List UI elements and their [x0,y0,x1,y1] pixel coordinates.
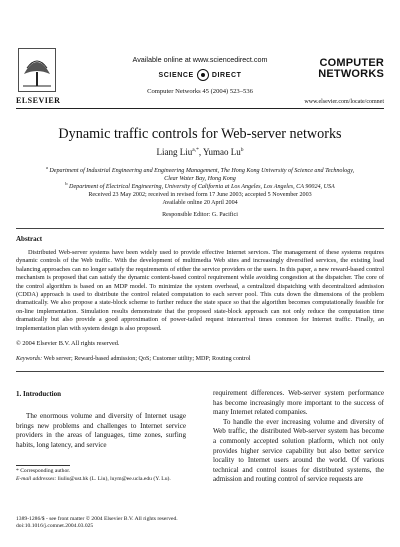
article-title: Dynamic traffic controls for Web-server networks [58,126,342,142]
keywords-line [16,356,384,362]
available-online-line: Available online at www.sciencedirect.com [132,55,268,64]
abstract-heading: Abstract [16,235,43,243]
brand-line-2: NETWORKS [318,67,384,80]
abstract-top-rule [16,228,384,229]
journal-brand [298,58,384,79]
sciencedirect-logo [150,68,250,82]
intro-left-column: The enormous volume and diversity of Internet usage brings new problems and challenges to Internet service providers in the areas of languages, time zones, surfing habits, long latency, and service [16,412,186,449]
affiliation-a-text: Department of Industrial Engineering and Engineering Management, The Hong Kong University of Science and Technology, Clear Water Bay, Hong Kong [47,168,355,183]
responsible-editor: Responsible Editor: G. Pacifici [162,212,238,218]
sciencedirect-mark-icon [197,69,209,81]
body-top-rule [16,371,384,372]
affiliation-b [40,180,360,191]
author-line [0,147,400,157]
brand-line-1: COMPUTER [319,57,384,69]
abstract-copyright: © 2004 Elsevier B.V. All rights reserved. [16,340,120,347]
author-1-marks: a,* [192,147,199,153]
intro-right-column [213,389,384,485]
issn-line: 1389-1286/$ - see front matter © 2004 Elsevier B.V. All rights reserved. [16,516,178,522]
affiliation-b-mark: b [65,181,68,186]
author-2: Yumao Lu [203,147,241,157]
author-separator: , [198,147,203,157]
journal-url[interactable]: www.elsevier.com/locate/comnet [304,99,384,105]
keywords-label: Keywords: [16,356,43,362]
email-label: E-mail addresses: [16,476,57,482]
available-online-date: Available online 20 April 2004 [162,200,238,206]
email-footnote [16,476,196,483]
sciencedirect-left: SCIENCE [158,71,194,79]
affiliation-b-text: Department of Electrical Engineering, University of California at Los Angeles, Los Angeles, CA 90024, USA [67,184,335,191]
affiliation-a-mark: a [45,165,48,170]
email-addresses[interactable]: liuliu@ust.hk (L. Liu), luym@ee.ucla.edu (Y. Lu). [56,476,171,482]
publisher-wordmark: ELSEVIER [16,96,61,105]
dates-block [0,191,400,207]
abstract-body: Distributed Web-server systems have been widely used to provide effective Internet services. The management of these systems requires dynamic controls of the Web traffic. With the development of multimedia Web sites and increasingly diversified services, the existing load balancing approaches can no longer satisfy the requirements of either the service providers or the users. In this paper, a new reward-based control mechanism is proposed that can satisfy the dynamic content-based control requirement while avoiding congestion at the dispatcher. The core of the control algorithm is based on an MDP model. To minimize the system overhead, a centralized dispatching with decentralized admission (CDDA) approach is used to distribute the control related computation to each server pool. This cuts down the dimensions of the problem dramatically. We also propose a state-block scheme to further reduce the state space so that the algorithm becomes computationally feasible for on-line implementation. Simulation results demonstrate that the proposed state-block approach can not only reduce the computation time dramatically but also provide a good approximation of power-tailed request interarrival times common for Internet traffic. Finally, an implementation plan with system design is also proposed. [16,249,384,332]
doi-line[interactable]: doi:10.1016/j.comnet.2004.03.025 [16,523,94,529]
author-1: Liang Liu [156,147,193,157]
sciencedirect-right: DIRECT [211,71,242,79]
received-dates: Received 23 May 2002; received in revised form 17 June 2003; accepted 5 November 2003 [88,192,312,198]
corresponding-author-note: * Corresponding author. [16,468,71,474]
header-rule [16,108,384,109]
author-2-marks: b [240,147,244,153]
journal-reference: Computer Networks 45 (2004) 523–536 [147,88,253,95]
footnote-rule [16,465,70,466]
keywords-list: Web server; Reward-based admission; QoS; Customer utility; MDP; Routing control [42,356,251,362]
intro-right-para-1: requirement differences. Web-server system performance has become increasingly more important to the success of many Internet related companies. [213,389,384,417]
section-heading: 1. Introduction [16,390,61,398]
intro-right-para-2: To handle the ever increasing volume and diversity of Web traffic, the distributed Web-server system has become a commonly accepted solution platform, which not only provides higher service capability but also better service locality to Internet users around the world. Of various technical and control issues for distributed systems, the admission and routing control of service requests are [213,417,384,484]
bottom-reference [16,516,178,530]
